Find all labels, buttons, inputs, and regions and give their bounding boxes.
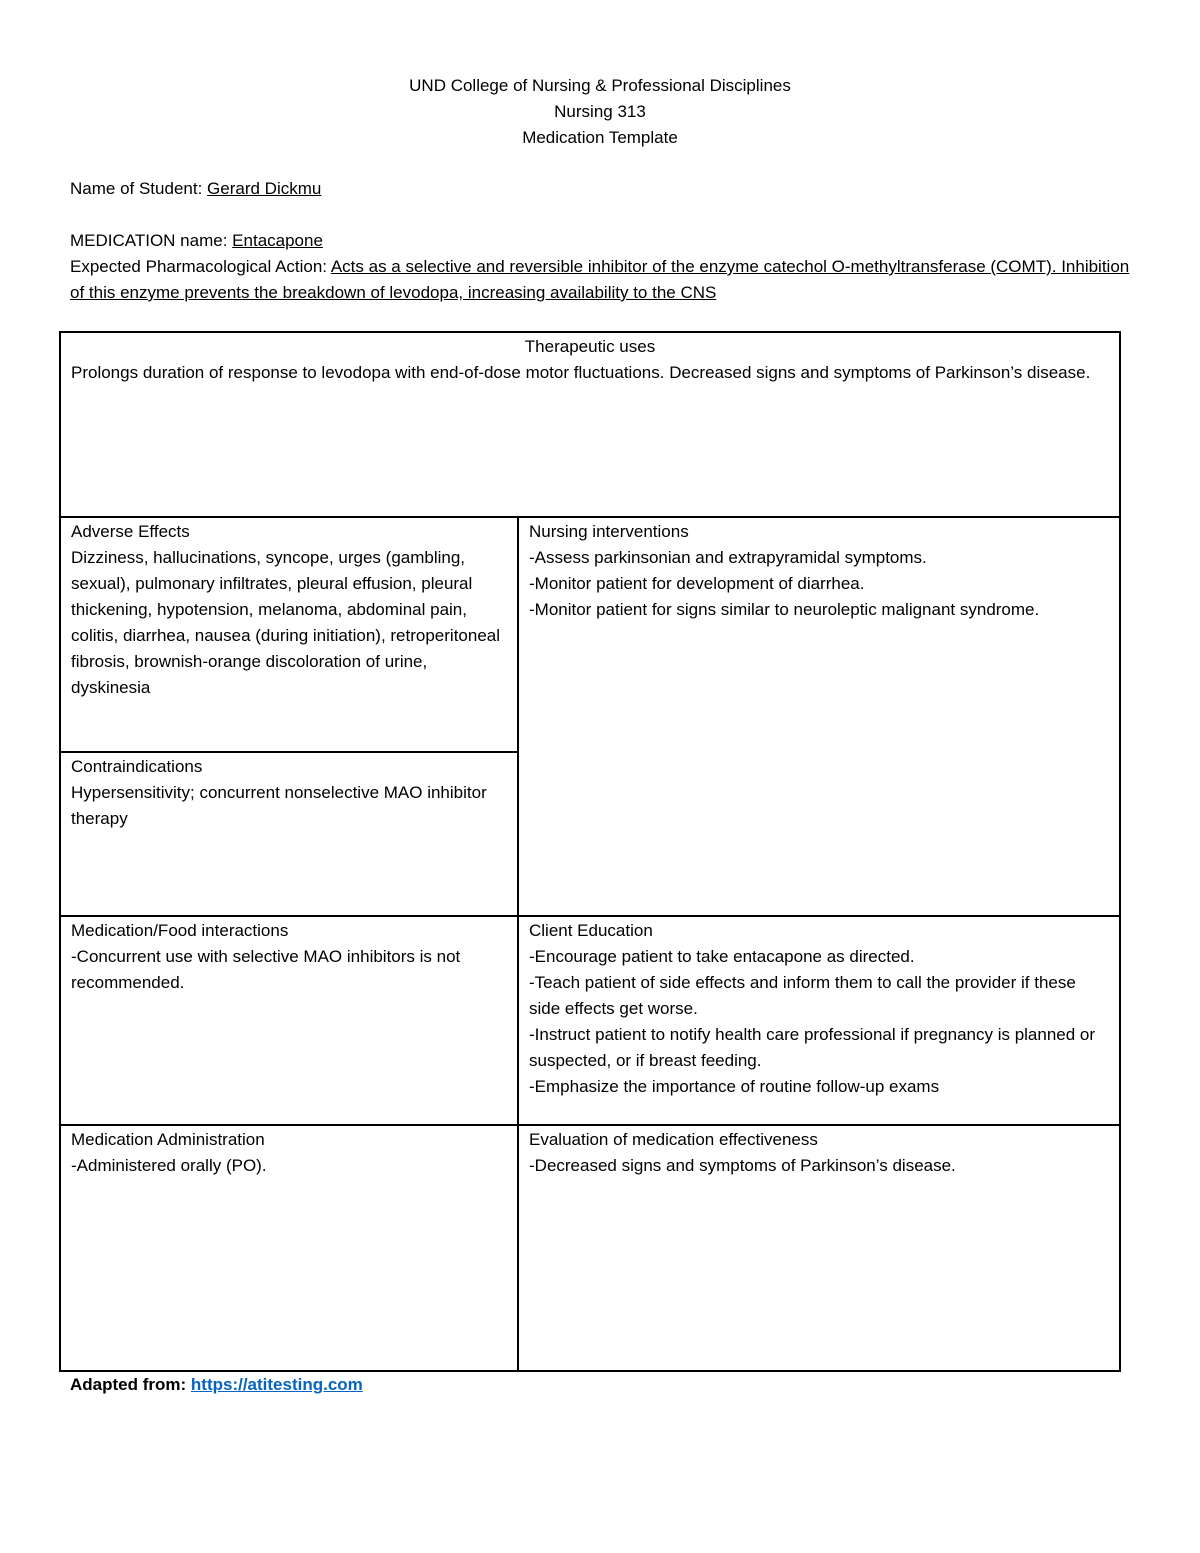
adapted-from (70, 1372, 363, 1398)
source-link[interactable]: https://atitesting.com (190, 1375, 363, 1394)
client-education-title: Client Education (529, 921, 653, 940)
interactions-cell (60, 916, 518, 1125)
student-name-field (70, 176, 321, 202)
list-item: -Monitor patient for signs similar to neuroleptic malignant syndrome. (529, 600, 1040, 619)
header-institution: UND College of Nursing & Professional Disciplines (409, 76, 791, 95)
therapeutic-uses-body: Prolongs duration of response to levodopa with end-of-dose motor fluctuations. Decreased signs and symptoms of Parkinson’s disease. (71, 363, 1091, 382)
list-item: -Concurrent use with selective MAO inhibitors is not recommended. (71, 947, 461, 992)
expected-action-field (70, 254, 1130, 306)
student-name-label: Name of Student: (70, 179, 203, 198)
medication-template-table (59, 331, 1121, 1372)
list-item: -Administered orally (PO). (71, 1156, 267, 1175)
medication-name-field (70, 228, 323, 254)
header-template-title: Medication Template (522, 128, 678, 147)
adverse-effects-body: Dizziness, hallucinations, syncope, urges (gambling, sexual), pulmonary infiltrates, pleural effusion, pleural thickening, hypotension, melanoma, abdominal pain, colitis, diarrhea, nausea (during initiation), retroperitoneal fibrosis, brownish-orange discoloration of urine, dyskinesia (71, 548, 501, 697)
client-education-cell (518, 916, 1120, 1125)
header-course: Nursing 313 (554, 102, 646, 121)
nursing-interventions-cell (518, 517, 1120, 916)
contraindications-title: Contraindications (71, 757, 203, 776)
list-item: -Assess parkinsonian and extrapyramidal symptoms. (529, 548, 927, 567)
interactions-title: Medication/Food interactions (71, 921, 289, 940)
adapted-from-label: Adapted from: (70, 1375, 187, 1394)
list-item: -Monitor patient for development of diarrhea. (529, 574, 865, 593)
contraindications-body: Hypersensitivity; concurrent nonselective MAO inhibitor therapy (71, 783, 487, 828)
administration-cell (60, 1125, 518, 1371)
medication-name-label: MEDICATION name: (70, 231, 228, 250)
evaluation-cell (518, 1125, 1120, 1371)
therapeutic-uses-title: Therapeutic uses (524, 337, 656, 356)
contraindications-cell (60, 752, 518, 916)
expected-action-value: Acts as a selective and reversible inhibitor of the enzyme catechol O-methyltransferase (COMT). Inhibition of this enzyme prevents the breakdown of levodopa, increasing availability to the CNS (70, 257, 1130, 302)
medication-name-value: Entacapone (232, 231, 323, 250)
list-item: -Emphasize the importance of routine follow-up exams (529, 1077, 940, 1096)
evaluation-title: Evaluation of medication effectiveness (529, 1130, 818, 1149)
adverse-effects-title: Adverse Effects (71, 522, 190, 541)
document-header (0, 73, 1200, 151)
student-name-value: Gerard Dickmu (207, 179, 322, 198)
list-item: -Teach patient of side effects and inform them to call the provider if these side effects get worse. (529, 973, 1076, 1018)
nursing-interventions-title: Nursing interventions (529, 522, 689, 541)
list-item: -Encourage patient to take entacapone as directed. (529, 947, 915, 966)
adverse-effects-cell (60, 517, 518, 752)
list-item: -Decreased signs and symptoms of Parkinson’s disease. (529, 1156, 956, 1175)
administration-title: Medication Administration (71, 1130, 265, 1149)
therapeutic-uses-cell (60, 332, 1120, 517)
expected-action-label: Expected Pharmacological Action: (70, 257, 328, 276)
list-item: -Instruct patient to notify health care professional if pregnancy is planned or suspected, or if breast feeding. (529, 1025, 1096, 1070)
